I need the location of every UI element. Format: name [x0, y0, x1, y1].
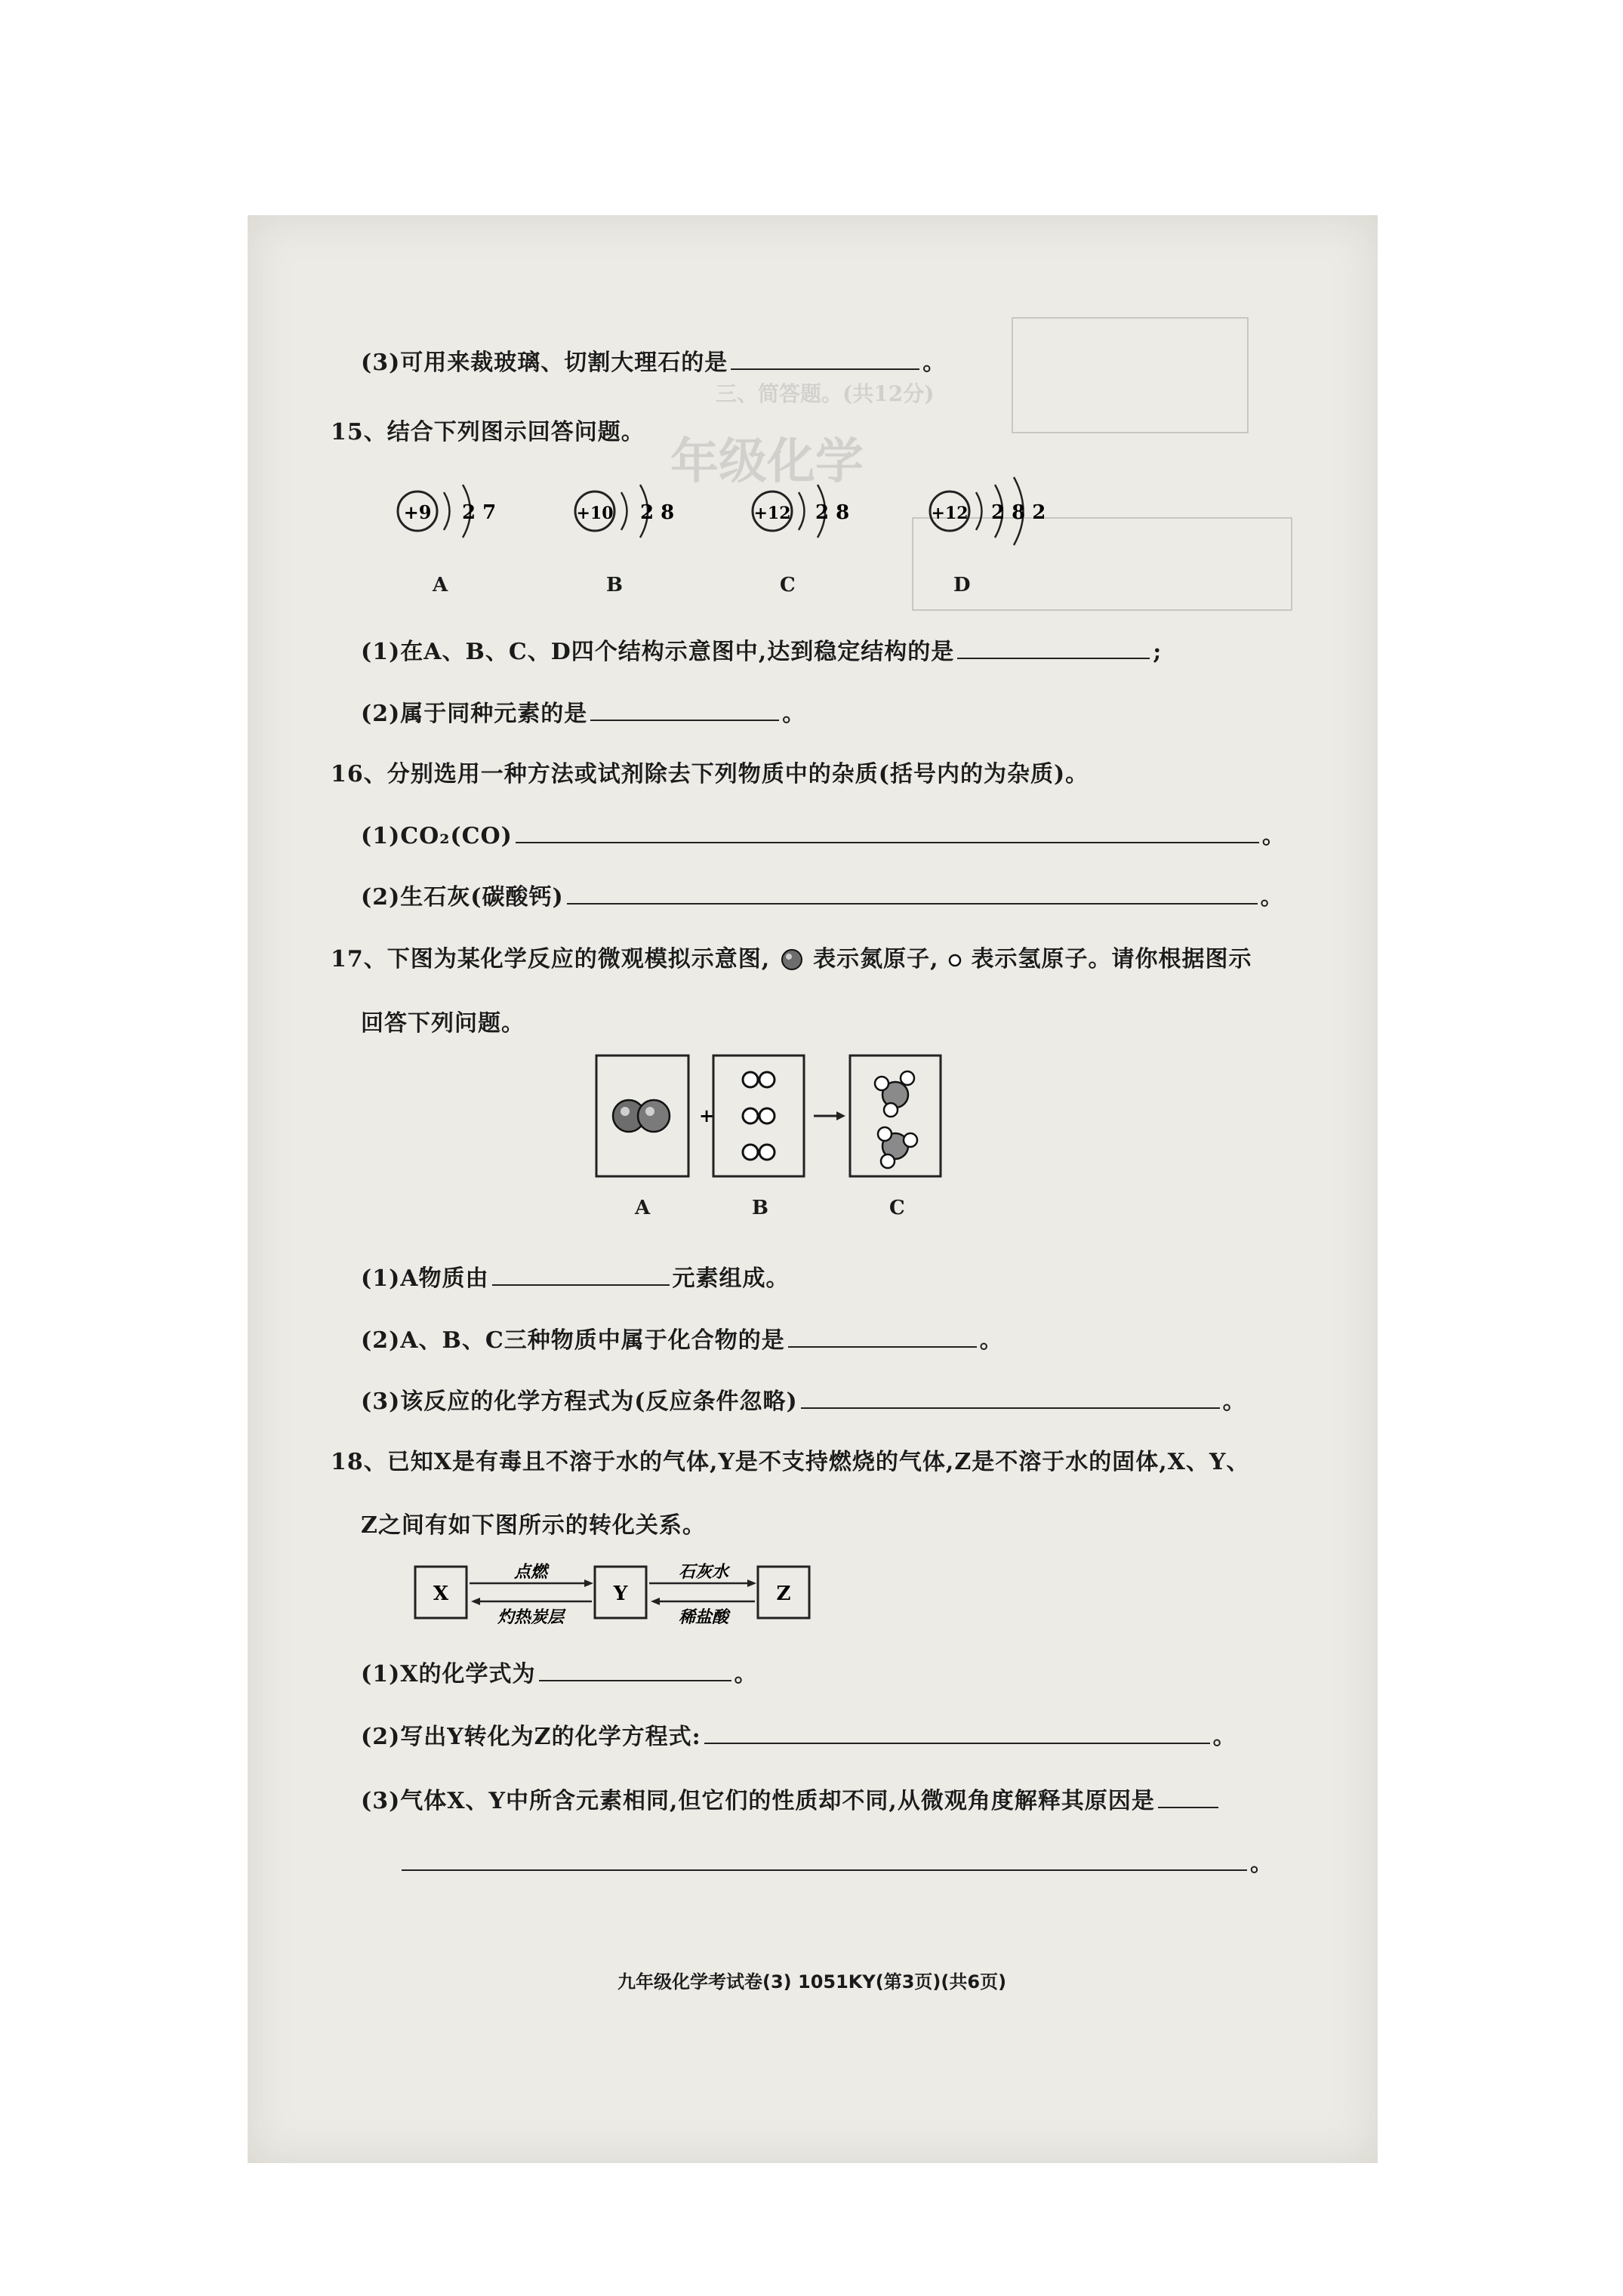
q18-title-line1: 18、已知X是有毒且不溶于水的气体,Y是不支持燃烧的气体,Z是不溶于水的固体,X、Y、	[331, 1449, 1250, 1475]
q15-sub1-blank[interactable]	[957, 655, 1150, 659]
q17-sub1-blank[interactable]	[492, 1281, 670, 1286]
nitrogen-atom-icon	[779, 948, 805, 971]
node-z-label: Z	[776, 1583, 791, 1605]
arrow-yz-label: 石灰水	[678, 1562, 729, 1582]
atom-c-diagram	[753, 485, 849, 538]
node-x-label: X	[433, 1583, 449, 1605]
q15-title: 15、结合下列图示回答问题。	[331, 419, 645, 445]
q14-sub3-blank[interactable]	[731, 365, 919, 370]
arrow-yx-label: 灼热炭层	[497, 1607, 565, 1627]
q16-sub2: (2)生石灰(碳酸钙) 。	[361, 884, 1284, 911]
atom-b-shells: 2 8	[640, 501, 675, 524]
q18-sub3-blank-a[interactable]	[1158, 1804, 1218, 1808]
q17-sub3-blank[interactable]	[801, 1404, 1220, 1409]
q18-sub2: (2)写出Y转化为Z的化学方程式: 。	[361, 1724, 1236, 1750]
q16-sub1-blank[interactable]	[516, 839, 1259, 843]
q18-sub3-blank-b[interactable]	[402, 1866, 1247, 1871]
q16-title: 16、分别选用一种方法或试剂除去下列物质中的杂质(括号内的为杂质)。	[331, 761, 1089, 787]
atom-c-nucleus: +12	[753, 504, 791, 523]
node-y-label: Y	[613, 1583, 628, 1605]
q17-sub1: (1)A物质由 元素组成。	[361, 1265, 790, 1292]
q15-atom-diagrams	[383, 476, 1214, 574]
page-footer: 九年级化学考试卷(3) 1051KY(第3页)(共6页)	[617, 1971, 1007, 1992]
atom-d-label: D	[953, 574, 971, 596]
q17-title-line2: 回答下列问题。	[361, 1010, 525, 1037]
atom-a-label: A	[433, 574, 448, 596]
q17-sub2-blank[interactable]	[788, 1343, 977, 1348]
atom-b-nucleus: +10	[576, 504, 614, 523]
q18-sub1-blank[interactable]	[539, 1677, 731, 1681]
ghost-big-title: 年级化学	[670, 433, 864, 490]
atom-c-shells: 2 8	[815, 501, 850, 524]
box-c-label: C	[889, 1197, 905, 1219]
q17-title: 17、下图为某化学反应的微观模拟示意图, 表示氮原子, 表示氢原子。请你根据图示	[331, 946, 1252, 972]
atom-a-shells: 2 7	[462, 501, 497, 524]
q18-sub3-continued: 。	[399, 1845, 1273, 1878]
q18-title-line2: Z之间有如下图所示的转化关系。	[361, 1512, 706, 1539]
arrow-zy-label: 稀盐酸	[678, 1607, 729, 1627]
atom-d-nucleus: +12	[931, 504, 969, 523]
q18-conversion-diagram	[414, 1550, 836, 1633]
atom-b-label: B	[606, 574, 623, 596]
atom-a-nucleus: +9	[403, 501, 432, 523]
q15-sub1: (1)在A、B、C、D四个结构示意图中,达到稳定结构的是 ;	[361, 639, 1163, 665]
q18-sub2-blank[interactable]	[704, 1740, 1210, 1744]
box-a-label: A	[635, 1197, 651, 1219]
atom-d-diagram	[930, 477, 1046, 545]
q17-sub3: (3)该反应的化学方程式为(反应条件忽略) 。	[361, 1388, 1246, 1415]
q16-sub2-blank[interactable]	[567, 900, 1258, 905]
atom-d-shells: 2 8 2	[991, 501, 1046, 524]
atom-b-diagram	[575, 485, 674, 538]
svg-text:+: +	[699, 1105, 715, 1126]
q18-sub3: (3)气体X、Y中所含元素相同,但它们的性质却不同,从微观角度解释其原因是	[361, 1782, 1221, 1815]
q15-sub2: (2)属于同种元素的是 。	[361, 701, 806, 727]
hydrogen-atom-icon	[947, 951, 962, 969]
ghost-section-title: 三、简答题。(共12分)	[716, 381, 935, 406]
q17-sub2: (2)A、B、C三种物质中属于化合物的是 。	[361, 1327, 1003, 1354]
q14-sub3: (3)可用来裁玻璃、切割大理石的是 。	[361, 350, 947, 376]
atom-c-label: C	[780, 574, 796, 596]
arrow-xy-label: 点燃	[513, 1562, 548, 1582]
atom-a-diagram	[398, 485, 496, 538]
q17-reaction-diagram	[595, 1049, 987, 1193]
q18-sub1: (1)X的化学式为 。	[361, 1661, 758, 1687]
box-b-label: B	[752, 1197, 768, 1219]
exam-paper	[248, 215, 1378, 2163]
q16-sub1: (1)CO₂(CO) 。	[361, 823, 1286, 849]
ghost-score-box	[1012, 317, 1249, 433]
q15-sub2-blank[interactable]	[590, 717, 779, 721]
